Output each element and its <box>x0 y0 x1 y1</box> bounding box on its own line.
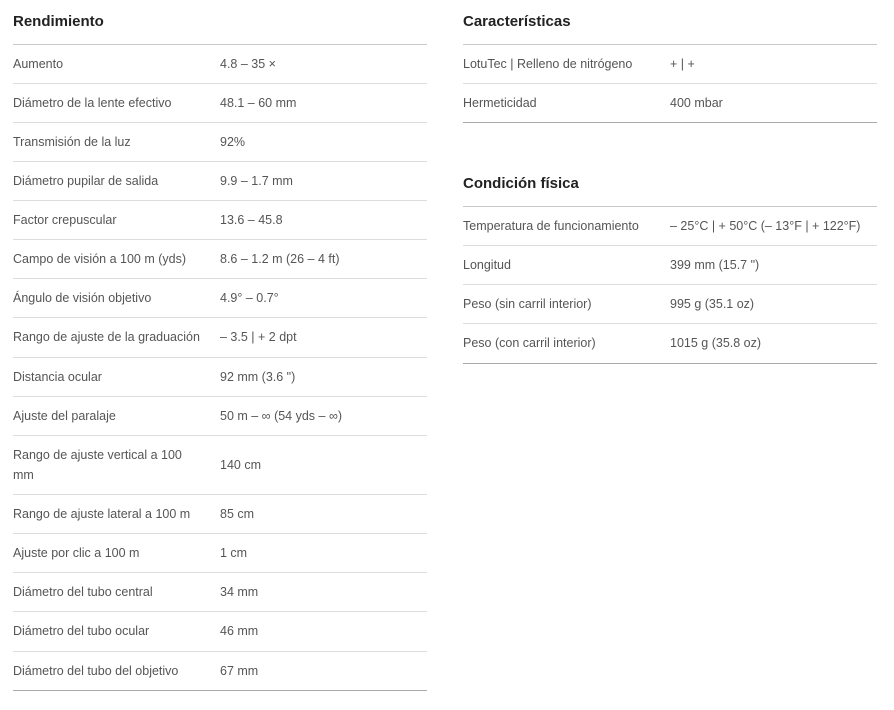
spec-label: Ajuste por clic a 100 m <box>13 533 220 572</box>
spec-label: Hermeticidad <box>463 83 670 122</box>
spec-value: 1 cm <box>220 533 427 572</box>
spec-row <box>13 45 427 83</box>
physical-table <box>463 207 877 364</box>
spec-label: Diámetro del tubo central <box>13 572 220 611</box>
spec-value: 85 cm <box>220 494 427 533</box>
spec-row <box>463 245 877 284</box>
spec-label: Diámetro del tubo del objetivo <box>13 651 220 690</box>
spec-value: – 25°C | + 50°C (– 13°F | + 122°F) <box>670 207 877 245</box>
spec-row <box>13 200 427 239</box>
spec-label: Peso (sin carril interior) <box>463 284 670 323</box>
spec-label: Campo de visión a 100 m (yds) <box>13 239 220 278</box>
spec-row <box>13 278 427 317</box>
performance-table <box>13 45 427 691</box>
spec-label: Rango de ajuste vertical a 100 mm <box>13 435 220 494</box>
features-table <box>463 45 877 123</box>
spec-value: 399 mm (15.7 ") <box>670 245 877 284</box>
spec-row <box>13 494 427 533</box>
spec-label: Rango de ajuste lateral a 100 m <box>13 494 220 533</box>
spec-row <box>463 284 877 323</box>
spec-value: 48.1 – 60 mm <box>220 83 427 122</box>
performance-title: Rendimiento <box>13 13 104 30</box>
spec-label: Peso (con carril interior) <box>463 323 670 363</box>
spec-row <box>13 317 427 357</box>
spec-value: 92 mm (3.6 ") <box>220 357 427 396</box>
spec-value: – 3.5 | + 2 dpt <box>220 317 427 357</box>
spec-label: Distancia ocular <box>13 357 220 396</box>
spec-row <box>13 396 427 435</box>
spec-value: 67 mm <box>220 651 427 690</box>
performance-section <box>13 12 427 691</box>
spec-row <box>13 611 427 651</box>
spec-row <box>13 83 427 122</box>
spec-row <box>463 207 877 245</box>
spec-value: 46 mm <box>220 611 427 651</box>
spec-row <box>463 45 877 83</box>
spec-row <box>13 239 427 278</box>
spec-label: Diámetro de la lente efectivo <box>13 83 220 122</box>
spec-label: Diámetro pupilar de salida <box>13 161 220 200</box>
spec-label: Aumento <box>13 45 220 83</box>
features-section <box>463 12 877 123</box>
spec-label: Ángulo de visión objetivo <box>13 278 220 317</box>
spec-label: Factor crepuscular <box>13 200 220 239</box>
spec-value: 9.9 – 1.7 mm <box>220 161 427 200</box>
spec-label: LotuTec | Relleno de nitrógeno <box>463 45 670 83</box>
spec-label: Ajuste del paralaje <box>13 396 220 435</box>
spec-value: 400 mbar <box>670 83 877 122</box>
spec-row <box>13 122 427 161</box>
spec-row <box>463 323 877 363</box>
spec-value: + | + <box>670 45 877 83</box>
spec-row <box>13 435 427 494</box>
spec-value: 4.9° – 0.7° <box>220 278 427 317</box>
spec-row <box>13 572 427 611</box>
spec-row <box>13 651 427 690</box>
features-title: Características <box>463 13 571 30</box>
spec-label: Diámetro del tubo ocular <box>13 611 220 651</box>
spec-value: 140 cm <box>220 435 427 494</box>
spec-label: Longitud <box>463 245 670 284</box>
physical-section <box>463 174 877 364</box>
spec-value: 995 g (35.1 oz) <box>670 284 877 323</box>
spec-label: Temperatura de funcionamiento <box>463 207 670 245</box>
spec-row <box>13 357 427 396</box>
spec-value: 13.6 – 45.8 <box>220 200 427 239</box>
spec-row <box>463 83 877 122</box>
physical-title: Condición física <box>463 175 579 192</box>
spec-value: 50 m – ∞ (54 yds – ∞) <box>220 396 427 435</box>
spec-value: 34 mm <box>220 572 427 611</box>
spec-value: 8.6 – 1.2 m (26 – 4 ft) <box>220 239 427 278</box>
spec-label: Rango de ajuste de la graduación <box>13 317 220 357</box>
spec-value: 92% <box>220 122 427 161</box>
spec-value: 1015 g (35.8 oz) <box>670 323 877 363</box>
spec-label: Transmisión de la luz <box>13 122 220 161</box>
spec-row <box>13 161 427 200</box>
spec-row <box>13 533 427 572</box>
spec-value: 4.8 – 35 × <box>220 45 427 83</box>
